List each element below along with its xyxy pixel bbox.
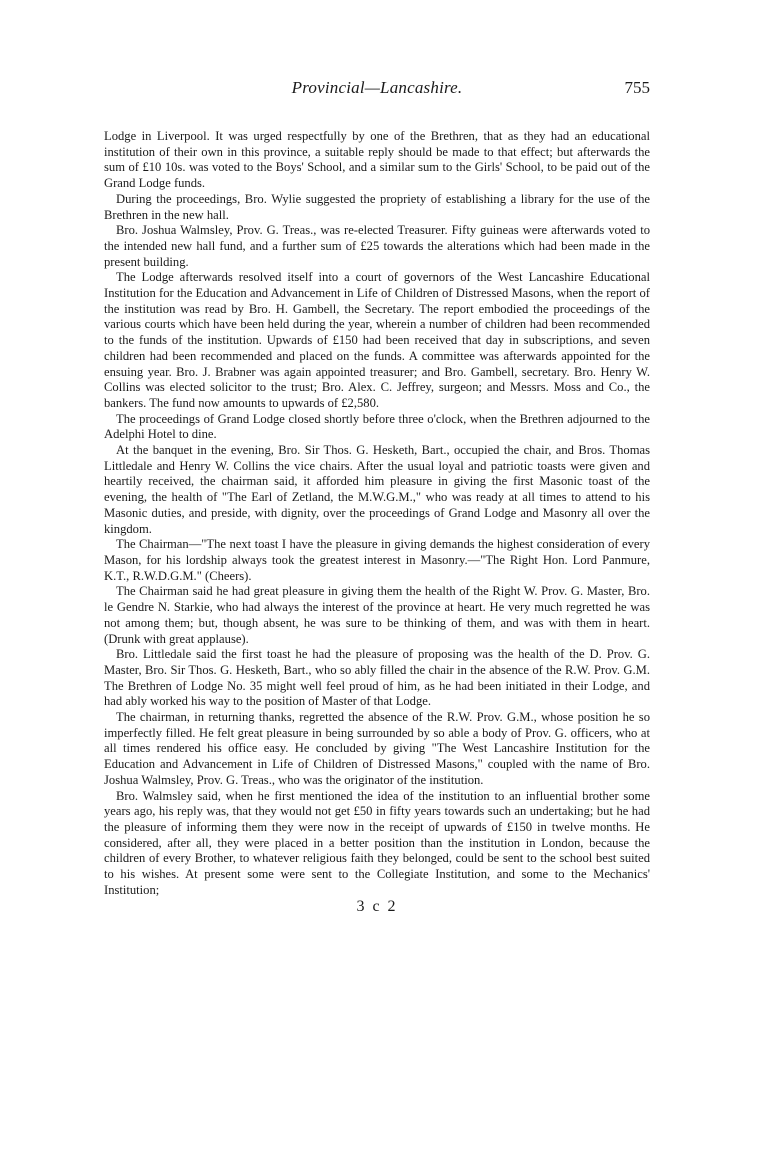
- paragraph: The Chairman—"The next toast I have the pleasure in giving demands the highest consideration of every Mason, for his lordship always took the greatest interest in Masonry.—"The Right Hon. Lord Panmure, K.T., R.W.D.G.M." (Cheers).: [104, 537, 650, 583]
- paragraph: The Lodge afterwards resolved itself into a court of governors of the West Lancashire Educational Institution for the Education and Advancement in Life of Children of Distressed Masons, when the report of the institution was read by Bro. H. Gambell, the Secretary. The report embodied the proceedings of the various courts which have been held during the year, wherein a number of children had been recommended to the funds of the institution. Upwards of £150 had been received that day in subscriptions, and seven children had been recommended and placed on the funds. A committee was afterwards appointed for the ensuing year. Bro. J. Brabner was again appointed treasurer; and Bro. Gambell, secretary. Bro. Henry W. Collins was elected solicitor to the trust; Bro. Alex. C. Jeffrey, surgeon; and Messrs. Moss and Co., the bankers. The fund now amounts to upwards of £2,580.: [104, 270, 650, 410]
- running-head-title: Provincial—Lancashire.: [291, 78, 463, 97]
- page-number: 755: [624, 78, 650, 97]
- book-page: [104, 78, 650, 916]
- paragraph: At the banquet in the evening, Bro. Sir Thos. G. Hesketh, Bart., occupied the chair, and Bros. Thomas Littledale and Henry W. Collins the vice chairs. After the usual loyal and patriotic toasts were given and heartily received, the chairman said, it afforded him pleasure in giving the first Masonic toast of the evening, the health of "The Earl of Zetland, the M.W.G.M.," who was ready at all times to attend to his Masonic duties, and preside, with dignity, over the proceedings of Grand Lodge and Masonry all over the kingdom.: [104, 443, 650, 536]
- paragraph: Bro. Walmsley said, when he first mentioned the idea of the institution to an influential brother some years ago, his reply was, that they would not get £50 in fifty years towards such an undertaking; but he had the pleasure of informing them they were now in the receipt of upwards of £150 in twelve months. He considered, after all, they were placed in a better position than the institution in London, because the children of every Brother, to whatever religious faith they belonged, could be sent to the school best suited to his wishes. At present some were sent to the Collegiate Institution, and some to the Mechanics' Institution;: [104, 788, 650, 897]
- article-body: [104, 129, 650, 898]
- paragraph: Bro. Littledale said the first toast he had the pleasure of proposing was the health of the D. Prov. G. Master, Bro. Sir Thos. G. Hesketh, Bart., who so ably filled the chair in the absence of the R.W. Prov. G.M. The Brethren of Lodge No. 35 might well feel proud of him, as he had been initiated in their Lodge, and had ably worked his way to the position of Master of that Lodge.: [104, 647, 650, 709]
- running-head: [104, 78, 650, 108]
- signature-mark: 3 c 2: [356, 898, 398, 916]
- paragraph: During the proceedings, Bro. Wylie suggested the propriety of establishing a library for the use of the Brethren in the new hall.: [104, 191, 650, 222]
- paragraph: Bro. Joshua Walmsley, Prov. G. Treas., was re-elected Treasurer. Fifty guineas were afterwards voted to the intended new hall fund, and a further sum of £25 towards the alterations which had been made in the present building.: [104, 223, 650, 269]
- paragraph: Lodge in Liverpool. It was urged respectfully by one of the Brethren, that as they had an educational institution of their own in this province, a suitable reply should be made to that effect; but afterwards the sum of £10 10s. was voted to the Boys' School, and a similar sum to the Girls' School, to be paid out of the Grand Lodge funds.: [104, 129, 650, 191]
- paragraph: The proceedings of Grand Lodge closed shortly before three o'clock, when the Brethren adjourned to the Adelphi Hotel to dine.: [104, 411, 650, 442]
- paragraph: The Chairman said he had great pleasure in giving them the health of the Right W. Prov. G. Master, Bro. le Gendre N. Starkie, who had always the interest of the province at heart. He very much regretted he was not among them; but, though absent, he was sure to be thinking of them, and was with them in heart. (Drunk with great applause).: [104, 584, 650, 646]
- paragraph: The chairman, in returning thanks, regretted the absence of the R.W. Prov. G.M., whose position he so imperfectly filled. He felt great pleasure in being surrounded by so able a body of Prov. G. officers, who at all times rendered his office easy. He concluded by giving "The West Lancashire Institution for the Education and Advancement in Life of Children of Distressed Masons," coupled with the name of Bro. Joshua Walmsley, Prov. G. Treas., who was the originator of the institution.: [104, 710, 650, 787]
